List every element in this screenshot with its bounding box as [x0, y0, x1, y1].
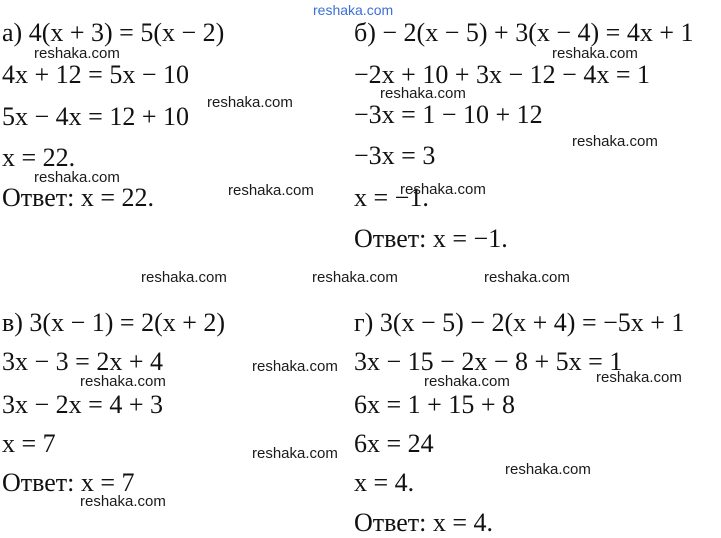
problem-v-header: в) 3(x − 1) = 2(x + 2): [2, 308, 226, 337]
problem-g-line-4: x = 4.: [354, 468, 415, 497]
watermark-label: reshaka.com: [34, 169, 120, 186]
problem-b-line-2: −3x = 1 − 10 + 12: [354, 100, 543, 129]
watermark-label: reshaka.com: [228, 182, 314, 199]
problem-g-line-1: 3x − 15 − 2x − 8 + 5x = 1: [354, 347, 623, 376]
problem-a-line-1: 4x + 12 = 5x − 10: [2, 60, 189, 89]
problem-g-header: г) 3(x − 5) − 2(x + 4) = −5x + 1: [354, 308, 685, 337]
watermark-label: reshaka.com: [572, 133, 658, 150]
watermark-label: reshaka.com: [80, 493, 166, 510]
problem-b-header: б) − 2(x − 5) + 3(x − 4) = 4x + 1: [354, 18, 694, 47]
watermark-label: reshaka.com: [400, 181, 486, 198]
watermark-label: reshaka.com: [424, 373, 510, 390]
watermark-label: reshaka.com: [596, 369, 682, 386]
watermark-label: reshaka.com: [80, 373, 166, 390]
watermark-label: reshaka.com: [312, 269, 398, 286]
problem-g-line-3: 6x = 24: [354, 429, 434, 458]
problem-a-line-3: x = 22.: [2, 143, 76, 172]
problem-v-line-1: 3x − 3 = 2x + 4: [2, 347, 163, 376]
problem-a-header: а) 4(x + 3) = 5(x − 2): [2, 18, 225, 47]
problem-b-line-1: −2x + 10 + 3x − 12 − 4x = 1: [354, 60, 650, 89]
watermark-label: reshaka.com: [505, 461, 591, 478]
problem-b-answer: Ответ: x = −1.: [354, 224, 508, 253]
watermark-label: reshaka.com: [552, 45, 638, 62]
watermark-label: reshaka.com: [34, 45, 120, 62]
problem-v-answer: Ответ: x = 7: [2, 468, 135, 497]
problem-v-line-3: x = 7: [2, 429, 56, 458]
problem-b-line-4: x = −1.: [354, 183, 429, 212]
watermark-label: reshaka.com: [252, 358, 338, 375]
watermark-top: reshaka.com: [313, 2, 394, 18]
problem-a-line-2: 5x − 4x = 12 + 10: [2, 102, 189, 131]
problem-g-answer: Ответ: x = 4.: [354, 508, 494, 537]
watermark-label: reshaka.com: [380, 85, 466, 102]
watermark-label: reshaka.com: [141, 269, 227, 286]
watermark-label: reshaka.com: [252, 445, 338, 462]
problem-a-answer: Ответ: x = 22.: [2, 183, 155, 212]
watermark-label: reshaka.com: [484, 269, 570, 286]
problem-v-line-2: 3x − 2x = 4 + 3: [2, 390, 163, 419]
problem-b-line-3: −3x = 3: [354, 141, 436, 170]
watermark-label: reshaka.com: [207, 94, 293, 111]
problem-g-line-2: 6x = 1 + 15 + 8: [354, 390, 515, 419]
